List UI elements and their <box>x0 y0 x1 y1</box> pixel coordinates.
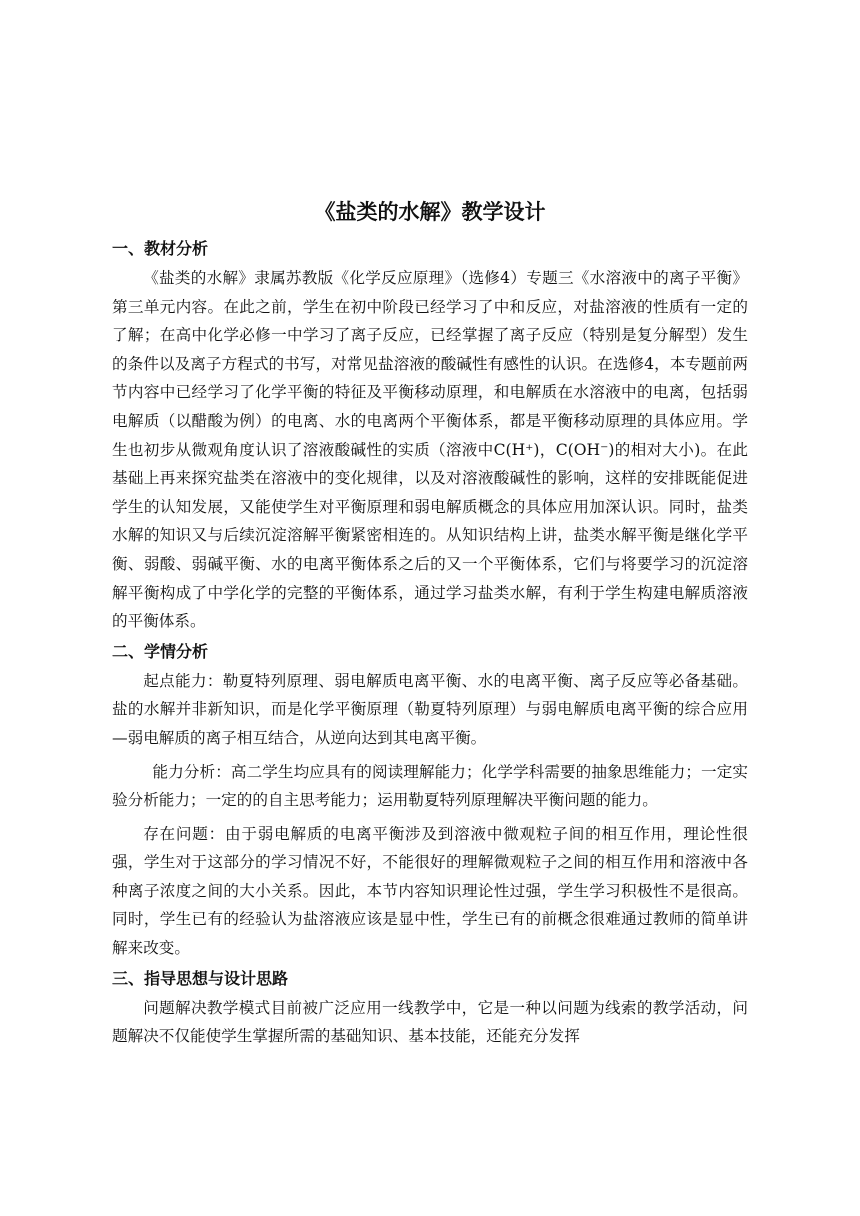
document-title: 《盐类的水解》教学设计 <box>314 200 546 224</box>
document-body <box>112 237 748 1051</box>
section-guiding-ideas <box>112 967 748 1051</box>
paragraph: 起点能力：勒夏特列原理、弱电解质电离平衡、水的电离平衡、离子反应等必备基础。盐的水解并非新知识，而是化学平衡原理（勒夏特列原理）与弱电解质电离平衡的综合应用—弱电解质的离子相互结合，从逆向达到其电离平衡。 <box>112 671 748 747</box>
section-textbook-analysis <box>112 237 748 636</box>
section-student-analysis <box>112 640 748 963</box>
section-heading: 二、学情分析 <box>112 641 209 661</box>
section-heading: 一、教材分析 <box>112 239 209 258</box>
paragraph: 存在问题：由于弱电解质的电离平衡涉及到溶液中微观粒子间的相互作用，理论性很强，学生对于这部分的学习情况不好，不能很好的理解微观粒子之间的相互作用和溶液中各种离子浓度之间的大小关系。因此，本节内容知识理论性过强，学生学习积极性不是很高。同时，学生已有的经验认为盐溶液应该是显中性，学生已有的前概念很难通过教师的简单讲解来改变。 <box>112 824 748 958</box>
paragraph: 《盐类的水解》隶属苏教版《化学反应原理》（选修4）专题三《水溶液中的离子平衡》第三单元内容。在此之前，学生在初中阶段已经学习了中和反应，对盐溶液的性质有一定的了解；在高中化学必修一中学习了离子反应，已经掌握了离子反应（特别是复分解型）发生的条件以及离子方程式的书写，对常见盐溶液的酸碱性有感性的认识。在选修4，本专题前两节内容中已经学习了化学平衡的特征及平衡移动原理，和电解质在水溶液中的电离，包括弱电解质（以醋酸为例）的电离、水的电离两个平衡体系，都是平衡移动原理的具体应用。学生也初步从微观角度认识了溶液酸碱性的实质（溶液中C(H⁺)，C(OH⁻)的相对大小)。在此基础上再来探究盐类在溶液中的变化规律，以及对溶液酸碱性的影响，这样的安排既能促进学生的认知发展，又能使学生对平衡原理和弱电解质概念的具体应用加深认识。同时，盐类水解的知识又与后续沉淀溶解平衡紧密相连的。从知识结构上讲，盐类水解平衡是继化学平衡、弱酸、弱碱平衡、水的电离平衡体系之后的又一个平衡体系，它们与将要学习的沉淀溶解平衡构成了中学化学的完整的平衡体系，通过学习盐类水解，有利于学生构建电解质溶液的平衡体系。 <box>112 269 748 631</box>
section-heading: 三、指导思想与设计思路 <box>112 968 289 988</box>
paragraph: 能力分析：高二学生均应具有的阅读理解能力；化学学科需要的抽象思维能力；一定实验分析能力；一定的的自主思考能力；运用勒夏特列原理解决平衡问题的能力。 <box>112 762 748 810</box>
paragraph: 问题解决教学模式目前被广泛应用一线教学中，它是一种以问题为线索的教学活动，问题解决不仅能使学生掌握所需的基础知识、基本技能，还能充分发挥 <box>112 998 748 1046</box>
